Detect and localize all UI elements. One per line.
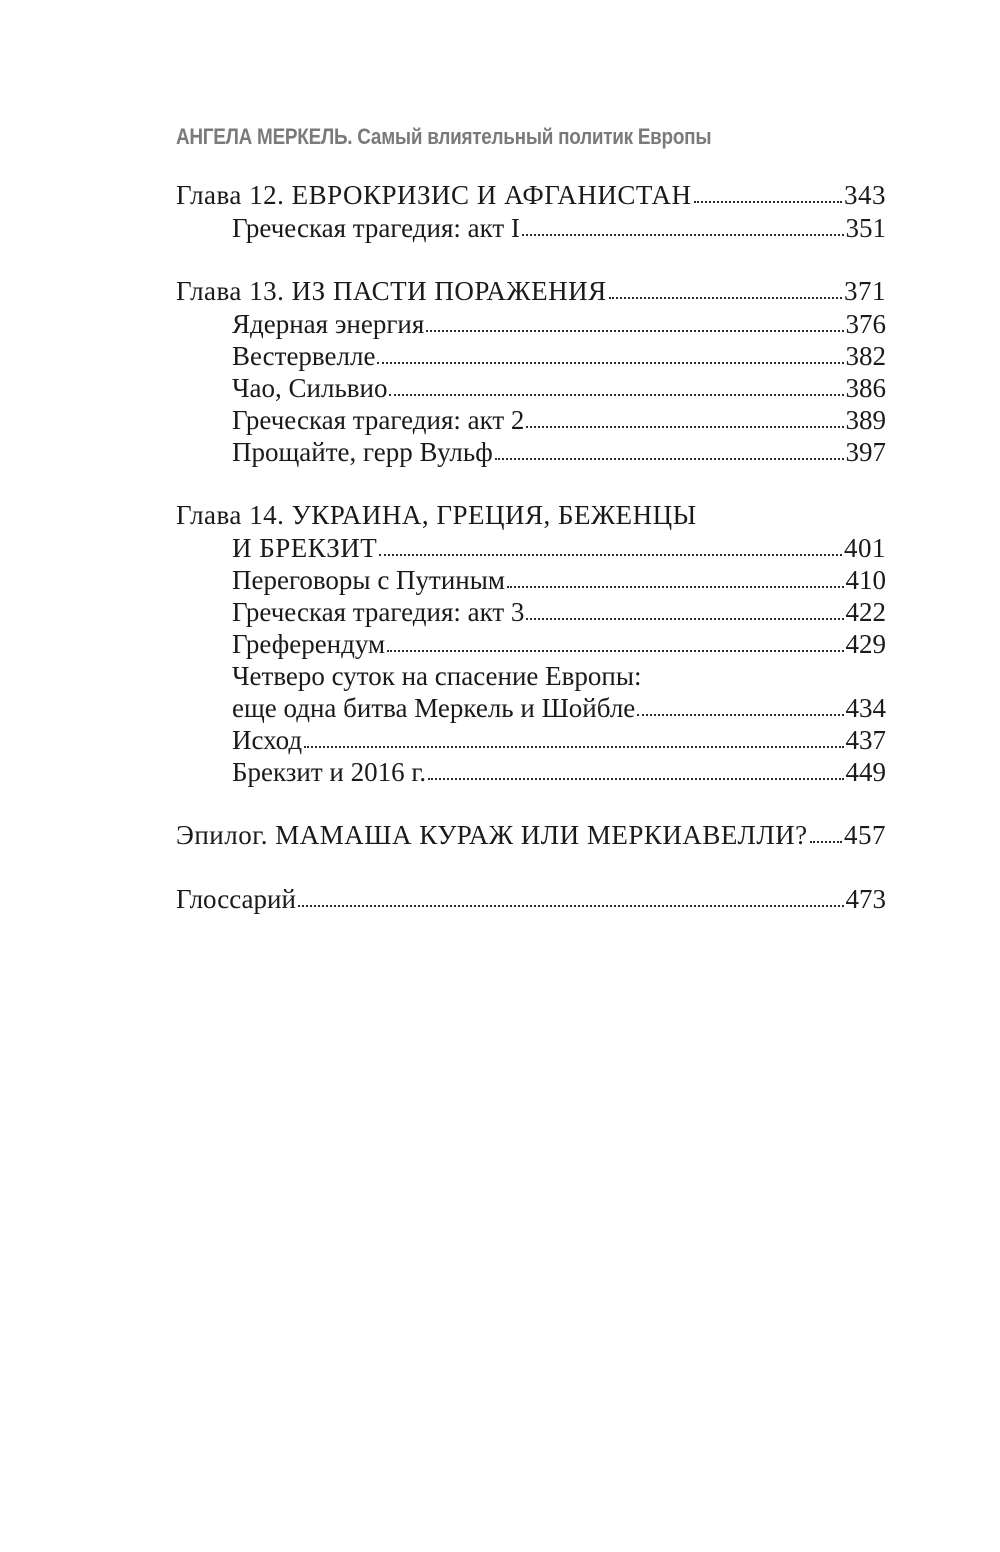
toc-entry-page: 386 (845, 373, 886, 403)
dot-leader (495, 458, 844, 460)
toc-entry-page: 401 (844, 533, 886, 563)
toc-entry-section[interactable] (232, 403, 886, 437)
toc-entry-title: Греческая трагедия: акт 3 (232, 597, 525, 627)
toc-entry-title: Брекзит и 2016 г. (232, 757, 427, 787)
dot-leader (609, 297, 842, 299)
toc-entry-page: 437 (845, 725, 886, 755)
toc-entry-section[interactable] (232, 563, 886, 597)
toc-entry-section[interactable] (232, 627, 886, 661)
dot-leader (426, 330, 843, 332)
dot-leader (694, 201, 842, 203)
toc-entry-title: Переговоры с Путиным (232, 565, 505, 595)
toc-entry-title: Четверо суток на спасение Европы: (232, 661, 642, 691)
toc-entry-page: 376 (845, 309, 886, 339)
toc-entry-section[interactable] (232, 723, 886, 757)
toc-entry-title: Греческая трагедия: акт I (232, 213, 520, 243)
dot-leader (377, 362, 843, 364)
toc-entry-title: Глоссарий (176, 884, 296, 914)
toc-entry-page: 371 (844, 276, 886, 306)
toc-entry-section[interactable] (232, 339, 886, 373)
toc-entry-glossary[interactable] (176, 882, 886, 916)
toc-entry-section[interactable] (232, 211, 886, 245)
toc-entry-page: 473 (845, 884, 886, 914)
toc-entry-epilogue[interactable] (176, 818, 886, 852)
toc-entry-section[interactable] (232, 595, 886, 629)
toc-entry-title: Чао, Сильвио (232, 373, 388, 403)
toc-entry-title: еще одна битва Меркель и Шойбле (232, 693, 636, 723)
toc-entry-title: Вестервелле (232, 341, 376, 371)
toc-entry-section[interactable] (232, 691, 886, 725)
running-head: АНГЕЛА МЕРКЕЛЬ. Самый влиятельный политик Европы (176, 124, 712, 149)
toc-entry-section[interactable] (232, 435, 886, 469)
dot-leader (526, 618, 843, 620)
dot-leader (304, 746, 843, 748)
dot-leader (526, 426, 843, 428)
toc-entry-chapter-14[interactable] (232, 531, 886, 565)
dot-leader (389, 394, 843, 396)
toc-entry-page: 434 (845, 693, 886, 723)
toc-entry-title: Глава 12. ЕВРОКРИЗИС И АФГАНИСТАН (176, 180, 692, 210)
toc-entry-section[interactable] (232, 755, 886, 789)
toc-entry-page: 457 (844, 820, 886, 850)
dot-leader (379, 554, 842, 556)
dot-leader (637, 714, 843, 716)
dot-leader (387, 650, 843, 652)
toc-entry-page: 382 (845, 341, 886, 371)
toc-entry-section-line1[interactable] (232, 659, 886, 693)
toc-entry-title: Глава 13. ИЗ ПАСТИ ПОРАЖЕНИЯ (176, 276, 607, 306)
toc-entry-title: Прощайте, герр Вульф (232, 437, 493, 467)
toc-entry-section[interactable] (232, 307, 886, 341)
toc-entry-title: И БРЕКЗИТ (232, 533, 378, 563)
toc-entry-page: 449 (845, 757, 886, 787)
toc-entry-title: Греческая трагедия: акт 2 (232, 405, 525, 435)
toc-entry-page: 389 (845, 405, 886, 435)
toc-entry-title: Исход (232, 725, 303, 755)
toc-entry-page: 351 (845, 213, 886, 243)
toc-entry-page: 429 (845, 629, 886, 659)
toc-entry-chapter-14-line1[interactable] (176, 498, 886, 532)
toc-entry-title: Греферендум (232, 629, 386, 659)
toc-entry-title: Ядерная энергия (232, 309, 425, 339)
toc-entry-chapter-13[interactable] (176, 274, 886, 308)
dot-leader (428, 778, 843, 780)
toc-entry-title: Глава 14. УКРАИНА, ГРЕЦИЯ, БЕЖЕНЦЫ (176, 500, 697, 530)
toc-entry-chapter-12[interactable] (176, 178, 886, 212)
toc-entry-section[interactable] (232, 371, 886, 405)
dot-leader (298, 905, 844, 907)
toc-entry-page: 343 (844, 180, 886, 210)
toc-entry-title: Эпилог. МАМАША КУРАЖ ИЛИ МЕРКИАВЕЛЛИ? (176, 820, 808, 850)
toc-entry-page: 410 (845, 565, 886, 595)
dot-leader (507, 586, 844, 588)
dot-leader (810, 841, 842, 843)
dot-leader (522, 234, 844, 236)
toc-entry-page: 397 (845, 437, 886, 467)
toc-entry-page: 422 (845, 597, 886, 627)
